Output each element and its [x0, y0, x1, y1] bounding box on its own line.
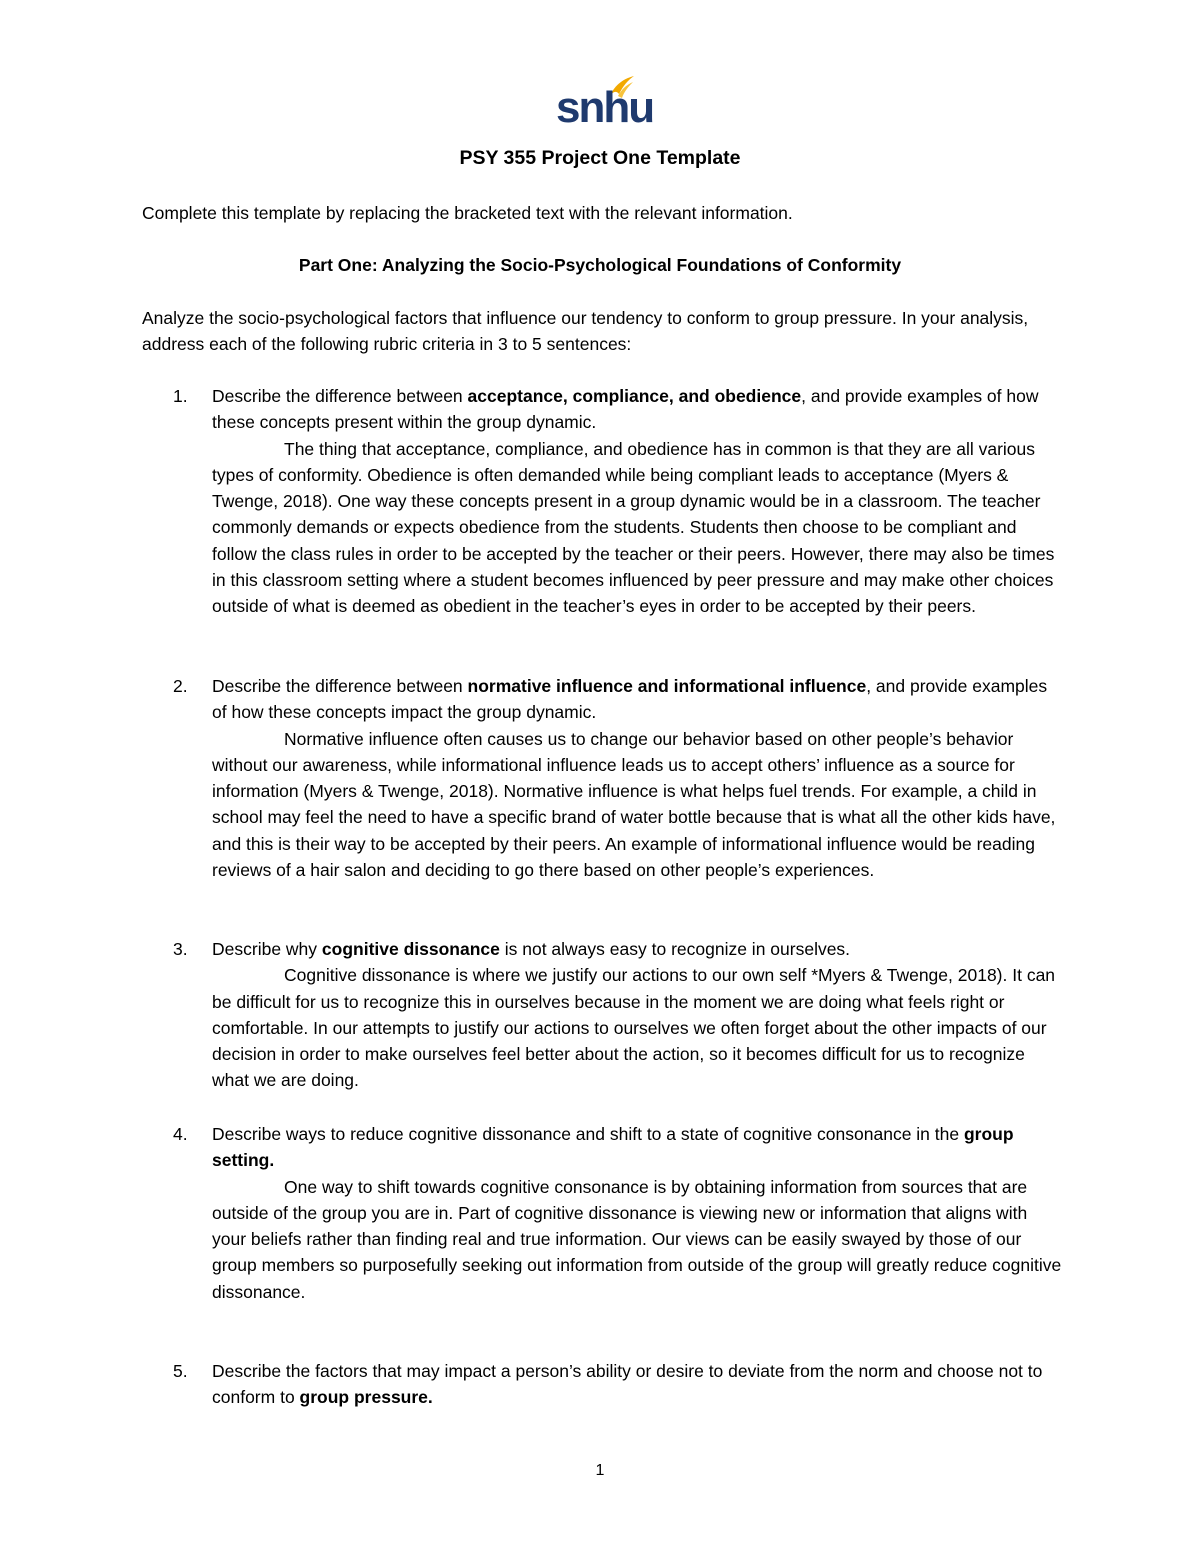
item-prompt: Describe why cognitive dissonance is not always easy to recognize in ourselves.: [212, 939, 851, 959]
template-instruction: Complete this template by replacing the bracketed text with the relevant information.: [142, 203, 793, 223]
item-body: [212, 936, 1064, 1094]
item-answer: The thing that acceptance, compliance, and obedience has in common is that they are all various types of conformity. Obedience is often demanded while being compliant leads to acceptance (Myers & Twenge, 2018). One way these concepts present in a group dynamic would be in a classroom. The teacher commonly demands or expects obedience from the students. Students then choose to be compliant and follow the class rules in order to be accepted by the teacher or their peers. However, there may also be times in this classroom setting where a student becomes influenced by peer pressure and may make other choices outside of what is deemed as obedient in the teacher’s eyes in order to be accepted by their peers.: [212, 438, 1055, 617]
item-prompt: Describe ways to reduce cognitive dissonance and shift to a state of cognitive consonance in the group setting.: [212, 1124, 1014, 1171]
item-prompt: Describe the difference between acceptance, compliance, and obedience, and provide examples of how these concepts present within the group dynamic.: [212, 386, 1039, 433]
item-answer: Normative influence often causes us to change our behavior based on other people’s behavior without our awareness, while informational influence leads us to accept others’ influence as a source for information (Myers & Twenge, 2018). Normative influence is what helps fuel trends. For example, a child in school may feel the need to have a specific brand of water bottle because that is what all the other kids have, and this is their way to be accepted by their peers. An example of informational influence would be reading reviews of a hair salon and deciding to go there based on other people’s experiences.: [212, 728, 1056, 881]
item-prompt: Describe the difference between normative influence and informational influence, and provide examples of how these concepts impact the group dynamic.: [212, 676, 1048, 723]
item-number: 1.: [173, 386, 188, 406]
item-body: [212, 1358, 1064, 1411]
item-number: 4.: [173, 1124, 188, 1144]
document-title: PSY 355 Project One Template: [459, 147, 741, 169]
analysis-intro: Analyze the socio-psychological factors that influence our tendency to conform to group pressure. In your analysis, address each of the following rubric criteria in 3 to 5 sentences:: [142, 308, 1029, 355]
item-number: 3.: [173, 939, 188, 959]
snhu-logo: [556, 74, 654, 132]
item-body: [212, 673, 1064, 883]
part-one-heading: Part One: Analyzing the Socio-Psychological Foundations of Conformity: [298, 255, 902, 275]
logo-wordmark: snhu: [556, 83, 654, 132]
item-prompt: Describe the factors that may impact a person’s ability or desire to deviate from the norm and choose not to conform to group pressure.: [212, 1361, 1043, 1408]
item-answer: One way to shift towards cognitive consonance is by obtaining information from sources that are outside of the group you are in. Part of cognitive dissonance is viewing new or information that aligns with your beliefs rather than finding real and true information. Our views can be easily swayed by those of our group members so purposefully seeking out information from outside of the group will greatly reduce cognitive dissonance.: [212, 1176, 1062, 1302]
item-number: 2.: [173, 676, 188, 696]
item-answer: Cognitive dissonance is where we justify our actions to our own self *Myers & Twenge, 2018). It can be difficult for us to recognize this in ourselves because in the moment we are doing what feels right or comfortable. In our attempts to justify our actions to ourselves we often forget about the other impacts of our decision in order to make ourselves feel better about the action, so it becomes difficult for us to recognize what we are doing.: [212, 965, 1056, 1091]
item-body: [212, 383, 1064, 620]
item-number: 5.: [173, 1361, 188, 1381]
page-number: 1: [595, 1462, 605, 1479]
item-body: [212, 1121, 1064, 1305]
